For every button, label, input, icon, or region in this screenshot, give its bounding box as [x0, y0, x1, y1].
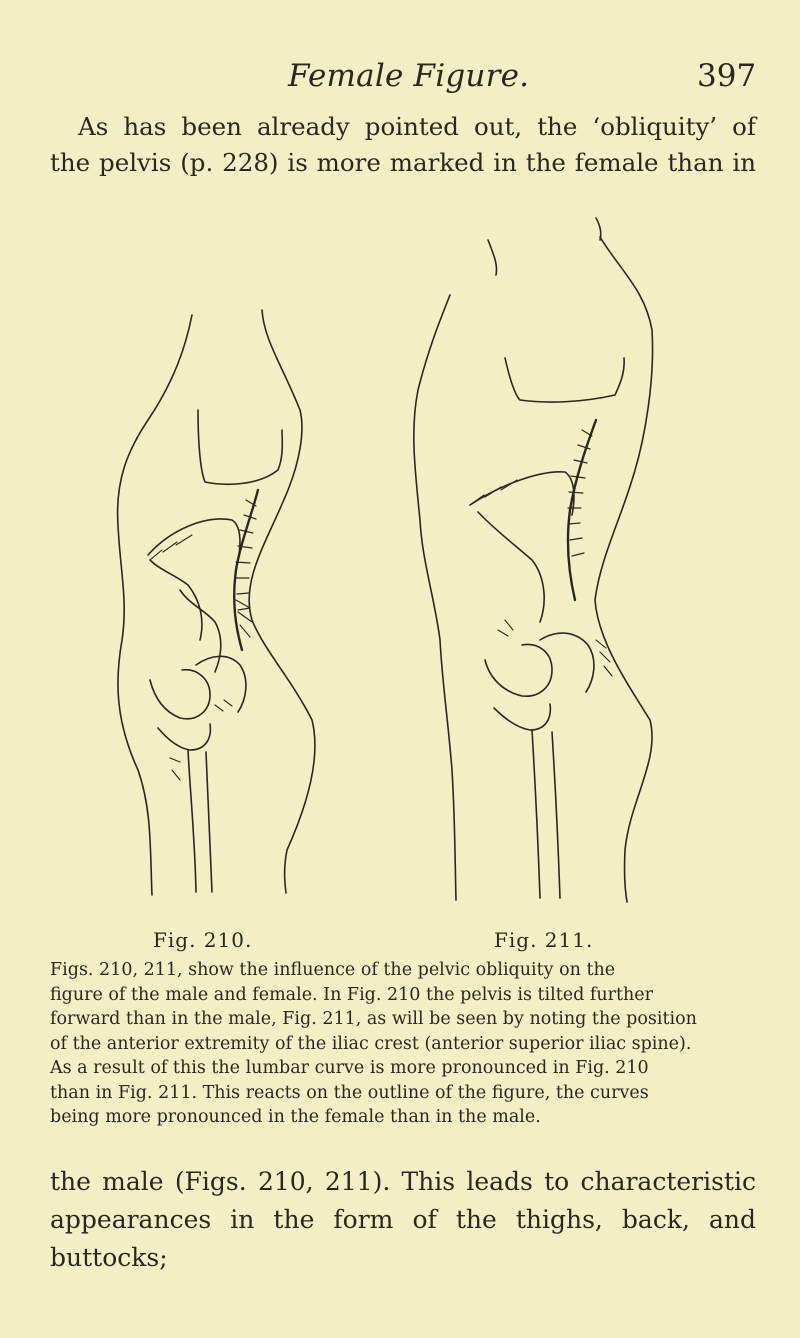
caption-line-7: being more pronounced in the female than in the male. — [50, 1107, 541, 1127]
figure-211-drawing — [414, 218, 653, 902]
page-number: 397 — [697, 58, 757, 94]
caption-line-2: figure of the male and female. In Fig. 210 the pelvis is tilted further — [50, 984, 654, 1005]
figure-210-drawing — [118, 310, 315, 895]
caption-line-1: Figs. 210, 211, show the influence of the pelvic obliquity on the — [50, 960, 616, 980]
bottom-paragraph-line-2: appearances in the form of the thighs, back, and buttocks; — [50, 1205, 756, 1272]
fig210-iliac-crest — [148, 519, 240, 560]
bottom-paragraph — [50, 1163, 756, 1277]
fig210-femur — [188, 750, 212, 892]
fig210-back-outline — [249, 310, 315, 893]
top-paragraph-line-2: the pelvis (p. 228) is more marked in the female than in — [50, 148, 756, 177]
fig211-femur — [532, 730, 560, 898]
caption-line-3: forward than in the male, Fig. 211, as will be seen by noting the position — [50, 1009, 697, 1029]
caption-line-5: As a result of this the lumbar curve is more pronounced in Fig. 210 — [50, 1058, 649, 1078]
fig210-front-outline — [118, 315, 192, 895]
caption-line-4: of the anterior extremity of the iliac crest (anterior superior iliac spine). — [50, 1033, 692, 1054]
fig211-iliac-crest — [470, 472, 574, 515]
caption-line-6: than in Fig. 211. This reacts on the outline of the figure, the curves — [50, 1082, 649, 1103]
figure-210-label: Fig. 210. — [153, 928, 253, 952]
bottom-paragraph-line-1: the male (Figs. 210, 211). This leads to characteristic — [50, 1167, 756, 1196]
fig210-rib-margin — [198, 410, 282, 484]
fig211-back-outline — [595, 237, 653, 902]
figure-211-label: Fig. 211. — [494, 928, 594, 952]
fig211-rib-margin — [505, 358, 624, 402]
fig211-front-outline — [414, 295, 456, 900]
top-paragraph-line-1: As has been already pointed out, the ‘obliquity’ of — [78, 112, 756, 141]
running-title: Female Figure. — [288, 58, 530, 94]
figure-caption — [50, 958, 756, 1130]
fig211-hip-joint — [485, 644, 552, 696]
fig210-hip-joint — [150, 670, 210, 719]
